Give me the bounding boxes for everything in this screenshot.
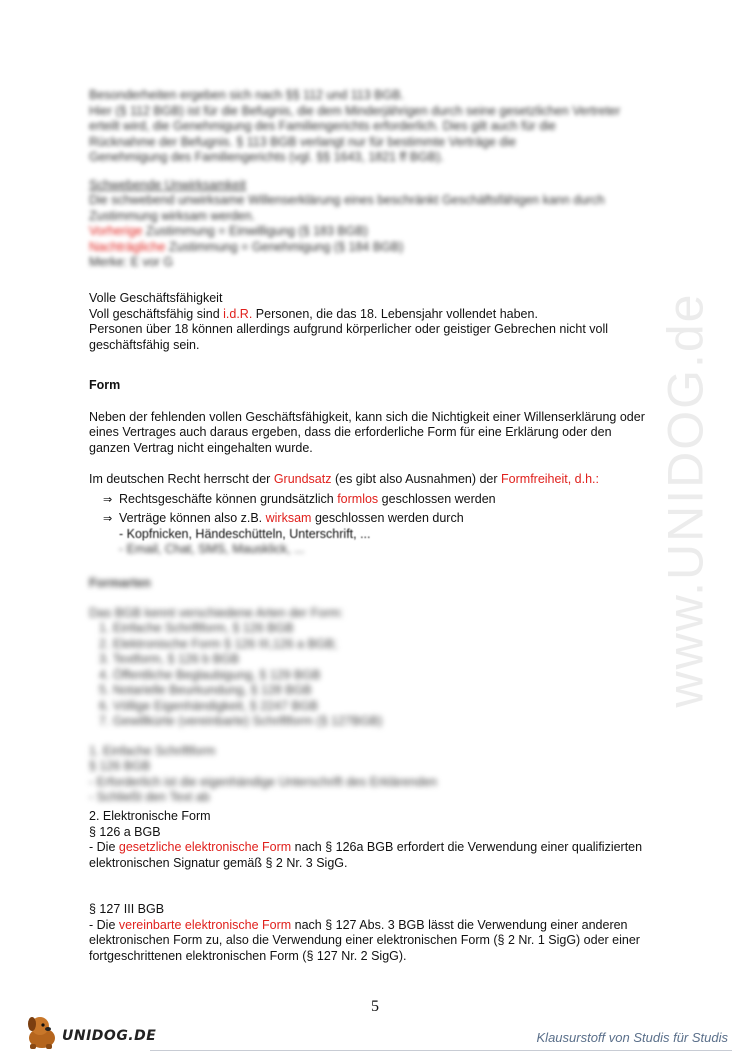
text: geschlossen werden xyxy=(378,491,496,506)
text: Personen, die das 18. Lebensjahr vollendet haben. xyxy=(252,306,538,321)
watermark-text: www.UNIDOG.de xyxy=(657,292,713,708)
list-item: 4. Öffentliche Beglaubigung, § 129 BGB xyxy=(99,667,321,682)
red-term: i.d.R. xyxy=(223,306,253,321)
blurred-line: 1. Einfache Schriftform xyxy=(89,743,216,758)
blurred-line: - Schließt den Text ab xyxy=(89,790,210,804)
red-term: vereinbarte elektronische Form xyxy=(118,917,292,932)
arrow-icon: ⇒ xyxy=(103,492,113,506)
text-line: ganzen Vertrag nicht eingehalten wurde. xyxy=(89,440,313,455)
blurred-line: Merke: E vor G xyxy=(89,255,174,269)
blurred-line: Rücknahme der Befugnis. § 113 BGB verlangt nur für bestimmte Verträge die xyxy=(89,134,517,149)
text-line xyxy=(89,472,659,488)
unidog-logo[interactable] xyxy=(22,1012,157,1052)
text: Voll geschäftsfähig sind xyxy=(89,306,224,321)
red-term: Grundsatz xyxy=(273,472,332,486)
red-term: wirksam xyxy=(265,511,312,525)
red-term: gesetzliche elektronische Form xyxy=(118,840,292,854)
blurred-line: Genehmigung des Familiengerichts (vgl. §§ 1643, 1821 ff BGB). xyxy=(89,150,444,164)
list-item: 1. Einfache Schriftform, § 126 BGB xyxy=(99,621,294,635)
footer-divider xyxy=(150,1050,732,1051)
text: (es gibt also Ausnahmen) der xyxy=(331,472,502,486)
sub-line: - Email, Chat, SMS, Mausklick, ... xyxy=(119,542,305,556)
text: - Die xyxy=(89,917,119,932)
blurred-line xyxy=(89,224,659,240)
blurred-line: Die schwebend unwirksame Willenserklärung eines beschränkt Geschäftsfähigen kann durch xyxy=(89,193,605,207)
blurred-top-section xyxy=(89,88,659,271)
list-item: 7. Gewillkürte (vereinbarte) Schriftform (§ 127BGB) xyxy=(99,714,383,728)
arrow-icon: ⇒ xyxy=(103,512,113,525)
blurred-line: Zustimmung wirksam werden. xyxy=(89,208,256,223)
text-line xyxy=(89,840,659,856)
page-number: 5 xyxy=(371,998,379,1015)
sub-line: - Kopfnicken, Händeschütteln, Unterschrift, ... xyxy=(119,526,371,541)
elektronisch-section xyxy=(89,809,659,964)
blurred-line xyxy=(89,240,659,256)
text: geschlossen werden durch xyxy=(311,511,464,525)
blurred-line: Besonderheiten ergeben sich nach §§ 112 und 113 BGB. xyxy=(89,88,405,102)
footer-text: Klausurstoff von Studis für Studis xyxy=(536,1030,728,1045)
text-line xyxy=(89,918,659,934)
blurred-line: Hier (§ 112 BGB) ist für die Befugnis, die dem Minderjährigen durch seine gesetzlichen Vertreter xyxy=(89,103,621,118)
text-line: elektronischen Signatur gemäß § 2 Nr. 3 SigG. xyxy=(89,855,348,870)
blurred-middle-section xyxy=(89,576,659,806)
dog-icon xyxy=(22,1012,62,1052)
blurred-heading: Schwebende Unwirksamkeit xyxy=(89,177,247,192)
bullet-text xyxy=(119,511,464,527)
list-item: 3. Textform, § 126 b BGB xyxy=(99,652,240,666)
bullet-item xyxy=(89,492,659,508)
section-title: Volle Geschäftsfähigkeit xyxy=(89,291,223,305)
text-line: eines Vertrages auch daraus ergeben, dass die erforderliche Form für eine Erklärung oder den xyxy=(89,425,612,439)
list-item: 6. Völlige Eigenhändigkeit, § 2247 BGB xyxy=(99,698,318,713)
text-line: § 126 a BGB xyxy=(89,824,161,839)
list-item: 2. Elektronische Form § 126 III,126 a BGB; xyxy=(99,636,338,651)
text-line: fortgeschrittenen elektronischen Form (§ 127 Nr. 2 SigG). xyxy=(89,948,407,963)
red-term: Nachträgliche xyxy=(89,239,166,254)
text-line: Personen über 18 können allerdings aufgrund körperlicher oder geistiger Gebrechen nicht voll xyxy=(89,322,609,336)
text: Rechtsgeschäfte können grundsätzlich xyxy=(119,491,338,506)
bullet-item xyxy=(89,511,659,527)
text: - Die xyxy=(89,840,119,854)
volle-section xyxy=(89,291,659,353)
blurred-line: § 126 BGB xyxy=(89,759,151,773)
form-section xyxy=(89,378,659,558)
text: nach § 127 Abs. 3 BGB lässt die Verwendung einer anderen xyxy=(291,917,628,932)
text-line: geschäftsfähig sein. xyxy=(89,337,200,352)
blurred-text: Zustimmung = Genehmigung (§ 184 BGB) xyxy=(165,239,404,254)
blurred-line: erteilt wird, die Genehmigung des Familiengerichts erforderlich. Dies gilt auch für die xyxy=(89,119,556,133)
form-heading: Form xyxy=(89,378,121,392)
section-title: 2. Elektronische Form xyxy=(89,809,211,823)
blurred-heading: Formarten xyxy=(89,576,151,590)
text-line xyxy=(89,307,659,323)
text-line: Neben der fehlenden vollen Geschäftsfähigkeit, kann sich die Nichtigkeit einer Willenserklärung oder xyxy=(89,409,645,424)
red-term: Formfreiheit, d.h.: xyxy=(501,472,599,486)
blurred-text: Zustimmung = Einwilligung (§ 183 BGB) xyxy=(142,224,368,238)
text-line: § 127 III BGB xyxy=(89,902,165,916)
red-term: Vorherige xyxy=(89,224,143,238)
list-item: 5. Notarielle Beurkundung, § 128 BGB xyxy=(99,683,312,697)
red-term: formlos xyxy=(337,491,379,506)
text: Verträge können also z.B. xyxy=(119,511,266,525)
text: nach § 126a BGB erfordert die Verwendung einer qualifizierten xyxy=(291,840,643,854)
logo-text: UNIDOG.DE xyxy=(62,1028,157,1044)
blurred-line: Das BGB kennt verschiedene Arten der Form: xyxy=(89,605,344,620)
bullet-text xyxy=(119,492,496,508)
text-line: elektronischen Form zu, also die Verwendung einer elektronischen Form (§ 2 Nr. 1 SigG) oder einer xyxy=(89,933,640,947)
text: Im deutschen Recht herrscht der xyxy=(89,472,274,486)
blurred-line: - Erforderlich ist die eigenhändige Unterschrift des Erklärenden xyxy=(89,774,438,789)
